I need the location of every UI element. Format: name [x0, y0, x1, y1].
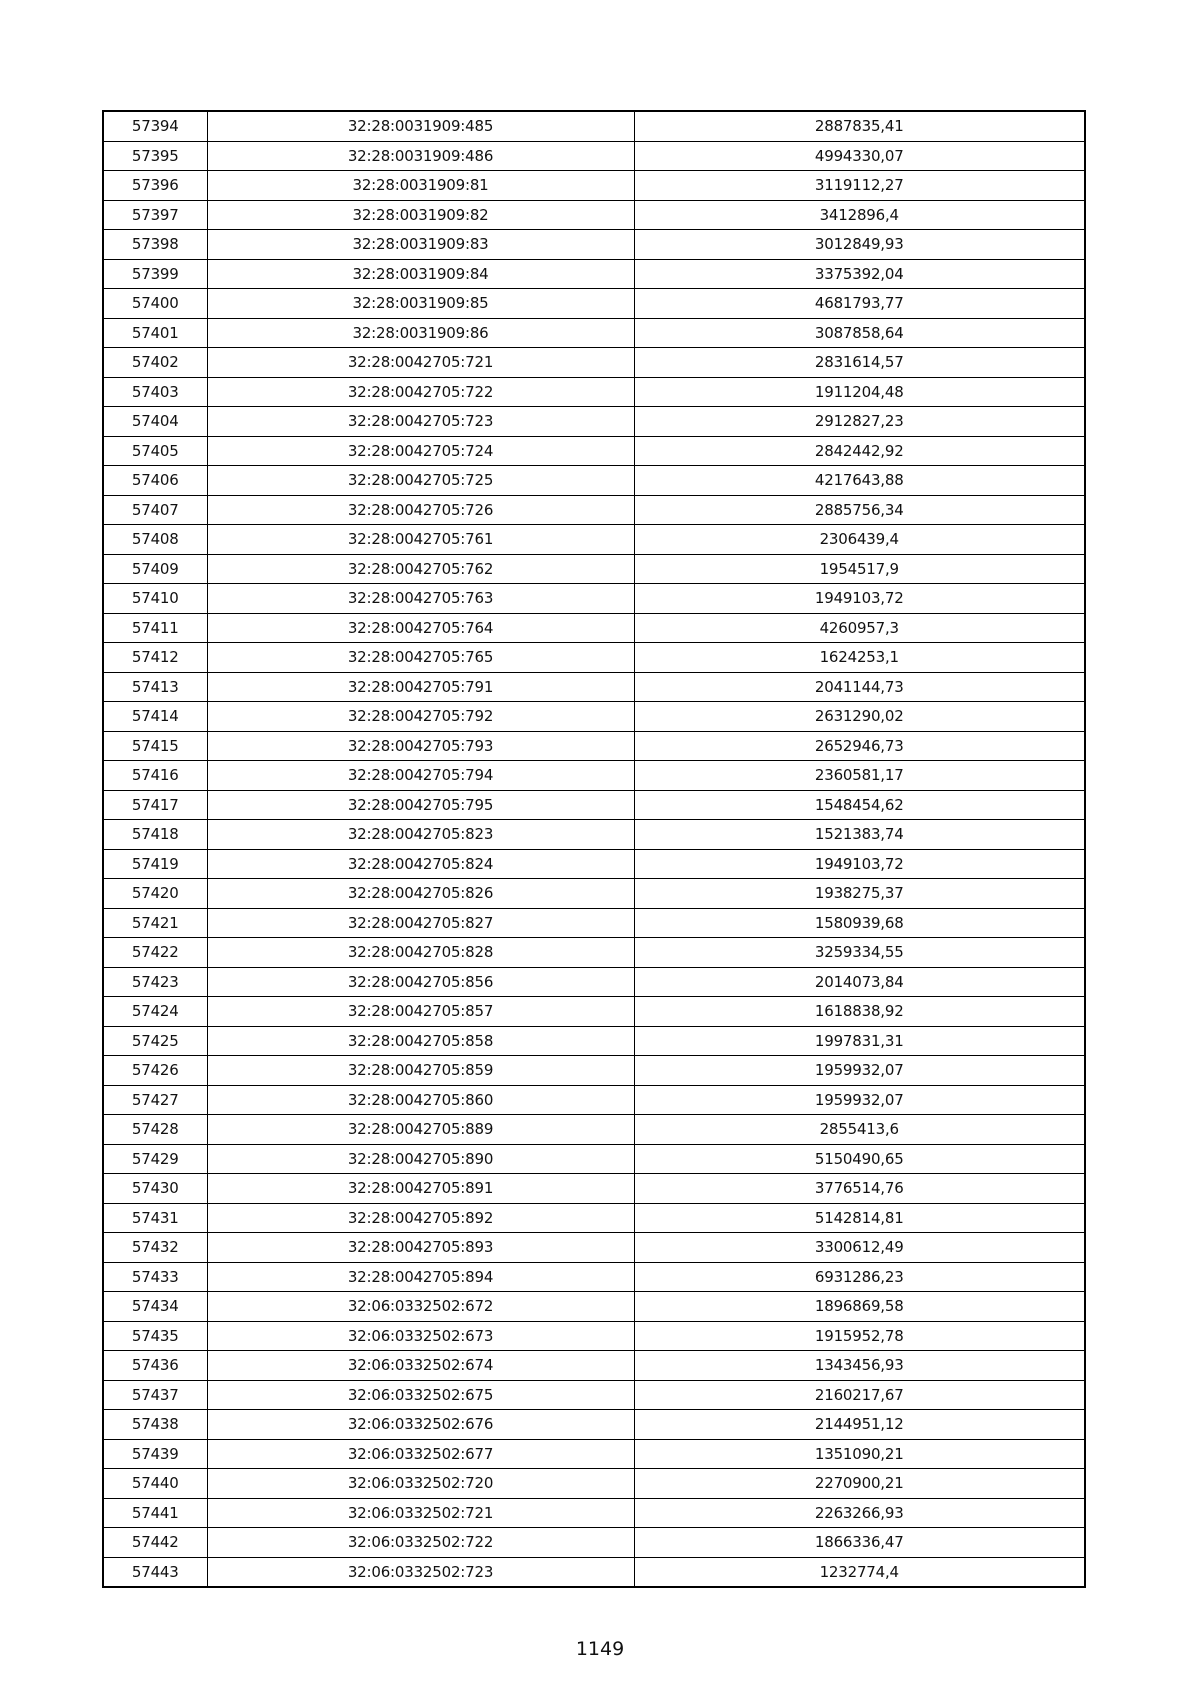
table-row: [103, 1557, 1085, 1587]
cadastral-number-cell: 32:28:0042705:763: [207, 584, 634, 614]
value-cell: 2842442,92: [634, 436, 1085, 466]
row-number-cell: 57409: [103, 554, 207, 584]
value-cell: 6931286,23: [634, 1262, 1085, 1292]
table-row: [103, 790, 1085, 820]
table-row: [103, 1174, 1085, 1204]
value-cell: 1580939,68: [634, 908, 1085, 938]
table-row: [103, 820, 1085, 850]
row-number-cell: 57399: [103, 259, 207, 289]
table-row: [103, 938, 1085, 968]
cadastral-number-cell: 32:28:0031909:82: [207, 200, 634, 230]
cadastral-number-cell: 32:28:0042705:828: [207, 938, 634, 968]
value-cell: 1949103,72: [634, 849, 1085, 879]
value-cell: 1959932,07: [634, 1056, 1085, 1086]
cadastral-number-cell: 32:28:0042705:858: [207, 1026, 634, 1056]
row-number-cell: 57403: [103, 377, 207, 407]
table-row: [103, 171, 1085, 201]
table-row: [103, 1469, 1085, 1499]
table-row: [103, 436, 1085, 466]
table-row: [103, 1262, 1085, 1292]
table-row: [103, 407, 1085, 437]
value-cell: 1548454,62: [634, 790, 1085, 820]
table-row: [103, 1292, 1085, 1322]
row-number-cell: 57396: [103, 171, 207, 201]
value-cell: 2014073,84: [634, 967, 1085, 997]
row-number-cell: 57427: [103, 1085, 207, 1115]
row-number-cell: 57416: [103, 761, 207, 791]
cadastral-number-cell: 32:28:0042705:892: [207, 1203, 634, 1233]
table-row: [103, 1380, 1085, 1410]
cadastral-number-cell: 32:28:0042705:890: [207, 1144, 634, 1174]
cadastral-number-cell: 32:06:0332502:721: [207, 1498, 634, 1528]
table-row: [103, 1498, 1085, 1528]
cadastral-number-cell: 32:28:0031909:81: [207, 171, 634, 201]
row-number-cell: 57441: [103, 1498, 207, 1528]
table-row: [103, 318, 1085, 348]
cadastral-number-cell: 32:28:0042705:724: [207, 436, 634, 466]
table-row: [103, 200, 1085, 230]
cadastral-number-cell: 32:28:0042705:725: [207, 466, 634, 496]
table-row: [103, 1085, 1085, 1115]
value-cell: 1949103,72: [634, 584, 1085, 614]
row-number-cell: 57417: [103, 790, 207, 820]
row-number-cell: 57429: [103, 1144, 207, 1174]
table-row: [103, 1351, 1085, 1381]
table-row: [103, 259, 1085, 289]
value-cell: 5150490,65: [634, 1144, 1085, 1174]
cadastral-number-cell: 32:06:0332502:674: [207, 1351, 634, 1381]
value-cell: 2912827,23: [634, 407, 1085, 437]
table-row: [103, 1410, 1085, 1440]
table-row: [103, 1321, 1085, 1351]
table-row: [103, 613, 1085, 643]
table-row: [103, 466, 1085, 496]
table-row: [103, 997, 1085, 1027]
table-row: [103, 554, 1085, 584]
row-number-cell: 57408: [103, 525, 207, 555]
cadastral-number-cell: 32:28:0042705:826: [207, 879, 634, 909]
cadastral-number-cell: 32:06:0332502:673: [207, 1321, 634, 1351]
value-cell: 1959932,07: [634, 1085, 1085, 1115]
table-row: [103, 1056, 1085, 1086]
table-row: [103, 1233, 1085, 1263]
cadastral-number-cell: 32:28:0042705:764: [207, 613, 634, 643]
row-number-cell: 57438: [103, 1410, 207, 1440]
cadastral-number-cell: 32:28:0042705:894: [207, 1262, 634, 1292]
value-cell: 2360581,17: [634, 761, 1085, 791]
row-number-cell: 57428: [103, 1115, 207, 1145]
value-cell: 2270900,21: [634, 1469, 1085, 1499]
row-number-cell: 57442: [103, 1528, 207, 1558]
value-cell: 2855413,6: [634, 1115, 1085, 1145]
table-body: [103, 111, 1085, 1587]
value-cell: 4681793,77: [634, 289, 1085, 319]
value-cell: 1351090,21: [634, 1439, 1085, 1469]
value-cell: 3776514,76: [634, 1174, 1085, 1204]
row-number-cell: 57436: [103, 1351, 207, 1381]
table-row: [103, 761, 1085, 791]
cadastral-number-cell: 32:28:0042705:762: [207, 554, 634, 584]
table-row: [103, 1026, 1085, 1056]
table-row: [103, 672, 1085, 702]
cadastral-number-cell: 32:06:0332502:720: [207, 1469, 634, 1499]
table-row: [103, 377, 1085, 407]
value-cell: 4994330,07: [634, 141, 1085, 171]
cadastral-number-cell: 32:28:0031909:85: [207, 289, 634, 319]
table-row: [103, 908, 1085, 938]
table-row: [103, 1528, 1085, 1558]
value-cell: 4217643,88: [634, 466, 1085, 496]
value-cell: 1866336,47: [634, 1528, 1085, 1558]
table-row: [103, 1115, 1085, 1145]
value-cell: 2041144,73: [634, 672, 1085, 702]
row-number-cell: 57431: [103, 1203, 207, 1233]
cadastral-number-cell: 32:06:0332502:672: [207, 1292, 634, 1322]
row-number-cell: 57418: [103, 820, 207, 850]
value-cell: 1915952,78: [634, 1321, 1085, 1351]
cadastral-number-cell: 32:28:0042705:791: [207, 672, 634, 702]
row-number-cell: 57437: [103, 1380, 207, 1410]
value-cell: 3087858,64: [634, 318, 1085, 348]
value-cell: 1954517,9: [634, 554, 1085, 584]
cadastral-number-cell: 32:28:0042705:722: [207, 377, 634, 407]
row-number-cell: 57433: [103, 1262, 207, 1292]
cadastral-number-cell: 32:28:0042705:795: [207, 790, 634, 820]
table-row: [103, 702, 1085, 732]
cadastral-number-cell: 32:28:0042705:726: [207, 495, 634, 525]
table-row: [103, 111, 1085, 141]
row-number-cell: 57443: [103, 1557, 207, 1587]
table-row: [103, 289, 1085, 319]
cadastral-number-cell: 32:28:0042705:889: [207, 1115, 634, 1145]
row-number-cell: 57422: [103, 938, 207, 968]
table-row: [103, 879, 1085, 909]
row-number-cell: 57394: [103, 111, 207, 141]
value-cell: 1896869,58: [634, 1292, 1085, 1322]
row-number-cell: 57420: [103, 879, 207, 909]
value-cell: 1343456,93: [634, 1351, 1085, 1381]
table-row: [103, 525, 1085, 555]
table-row: [103, 348, 1085, 378]
value-cell: 3375392,04: [634, 259, 1085, 289]
cadastral-number-cell: 32:28:0042705:860: [207, 1085, 634, 1115]
table-row: [103, 1203, 1085, 1233]
cadastral-number-cell: 32:06:0332502:676: [207, 1410, 634, 1440]
row-number-cell: 57419: [103, 849, 207, 879]
value-cell: 2652946,73: [634, 731, 1085, 761]
row-number-cell: 57414: [103, 702, 207, 732]
cadastral-number-cell: 32:06:0332502:723: [207, 1557, 634, 1587]
row-number-cell: 57424: [103, 997, 207, 1027]
row-number-cell: 57430: [103, 1174, 207, 1204]
cadastral-number-cell: 32:28:0042705:792: [207, 702, 634, 732]
value-cell: 2831614,57: [634, 348, 1085, 378]
value-cell: 1618838,92: [634, 997, 1085, 1027]
row-number-cell: 57402: [103, 348, 207, 378]
cadastral-number-cell: 32:28:0042705:859: [207, 1056, 634, 1086]
value-cell: 2144951,12: [634, 1410, 1085, 1440]
row-number-cell: 57405: [103, 436, 207, 466]
value-cell: 3259334,55: [634, 938, 1085, 968]
cadastral-number-cell: 32:28:0042705:761: [207, 525, 634, 555]
cadastral-number-cell: 32:06:0332502:677: [207, 1439, 634, 1469]
row-number-cell: 57410: [103, 584, 207, 614]
row-number-cell: 57400: [103, 289, 207, 319]
value-cell: 4260957,3: [634, 613, 1085, 643]
cadastral-number-cell: 32:28:0042705:721: [207, 348, 634, 378]
cadastral-number-cell: 32:28:0042705:794: [207, 761, 634, 791]
row-number-cell: 57401: [103, 318, 207, 348]
row-number-cell: 57421: [103, 908, 207, 938]
value-cell: 1911204,48: [634, 377, 1085, 407]
row-number-cell: 57413: [103, 672, 207, 702]
table-row: [103, 643, 1085, 673]
value-cell: 1232774,4: [634, 1557, 1085, 1587]
row-number-cell: 57407: [103, 495, 207, 525]
cadastral-number-cell: 32:28:0031909:86: [207, 318, 634, 348]
row-number-cell: 57412: [103, 643, 207, 673]
value-cell: 3300612,49: [634, 1233, 1085, 1263]
cadastral-number-cell: 32:28:0031909:83: [207, 230, 634, 260]
value-cell: 2160217,67: [634, 1380, 1085, 1410]
row-number-cell: 57432: [103, 1233, 207, 1263]
row-number-cell: 57397: [103, 200, 207, 230]
cadastral-number-cell: 32:28:0042705:723: [207, 407, 634, 437]
value-cell: 2885756,34: [634, 495, 1085, 525]
row-number-cell: 57423: [103, 967, 207, 997]
row-number-cell: 57411: [103, 613, 207, 643]
table-row: [103, 141, 1085, 171]
row-number-cell: 57404: [103, 407, 207, 437]
row-number-cell: 57440: [103, 1469, 207, 1499]
row-number-cell: 57439: [103, 1439, 207, 1469]
value-cell: 2306439,4: [634, 525, 1085, 555]
value-cell: 1521383,74: [634, 820, 1085, 850]
value-cell: 3012849,93: [634, 230, 1085, 260]
row-number-cell: 57395: [103, 141, 207, 171]
row-number-cell: 57425: [103, 1026, 207, 1056]
cadastral-number-cell: 32:28:0042705:824: [207, 849, 634, 879]
row-number-cell: 57435: [103, 1321, 207, 1351]
cadastral-number-cell: 32:06:0332502:722: [207, 1528, 634, 1558]
value-cell: 1997831,31: [634, 1026, 1085, 1056]
table-row: [103, 230, 1085, 260]
row-number-cell: 57406: [103, 466, 207, 496]
table-row: [103, 967, 1085, 997]
value-cell: 5142814,81: [634, 1203, 1085, 1233]
value-cell: 3119112,27: [634, 171, 1085, 201]
value-cell: 1938275,37: [634, 879, 1085, 909]
value-cell: 3412896,4: [634, 200, 1085, 230]
cadastral-number-cell: 32:28:0042705:823: [207, 820, 634, 850]
table-row: [103, 584, 1085, 614]
value-cell: 2631290,02: [634, 702, 1085, 732]
cadastral-number-cell: 32:28:0042705:793: [207, 731, 634, 761]
row-number-cell: 57415: [103, 731, 207, 761]
page-number: 1149: [575, 1638, 625, 1660]
row-number-cell: 57398: [103, 230, 207, 260]
cadastral-number-cell: 32:28:0042705:857: [207, 997, 634, 1027]
table-row: [103, 849, 1085, 879]
value-cell: 1624253,1: [634, 643, 1085, 673]
cadastral-number-cell: 32:28:0042705:856: [207, 967, 634, 997]
cadastral-number-cell: 32:28:0042705:893: [207, 1233, 634, 1263]
cadastral-number-cell: 32:28:0042705:765: [207, 643, 634, 673]
table-row: [103, 731, 1085, 761]
table-row: [103, 1144, 1085, 1174]
cadastral-number-cell: 32:28:0031909:84: [207, 259, 634, 289]
value-cell: 2263266,93: [634, 1498, 1085, 1528]
cadastral-number-cell: 32:28:0042705:827: [207, 908, 634, 938]
cadastral-number-cell: 32:28:0042705:891: [207, 1174, 634, 1204]
row-number-cell: 57426: [103, 1056, 207, 1086]
cadastral-number-cell: 32:28:0031909:485: [207, 111, 634, 141]
value-cell: 2887835,41: [634, 111, 1085, 141]
table-row: [103, 1439, 1085, 1469]
cadastral-number-cell: 32:06:0332502:675: [207, 1380, 634, 1410]
cadastral-number-cell: 32:28:0031909:486: [207, 141, 634, 171]
cadastral-value-table: [102, 110, 1086, 1588]
row-number-cell: 57434: [103, 1292, 207, 1322]
table-row: [103, 495, 1085, 525]
